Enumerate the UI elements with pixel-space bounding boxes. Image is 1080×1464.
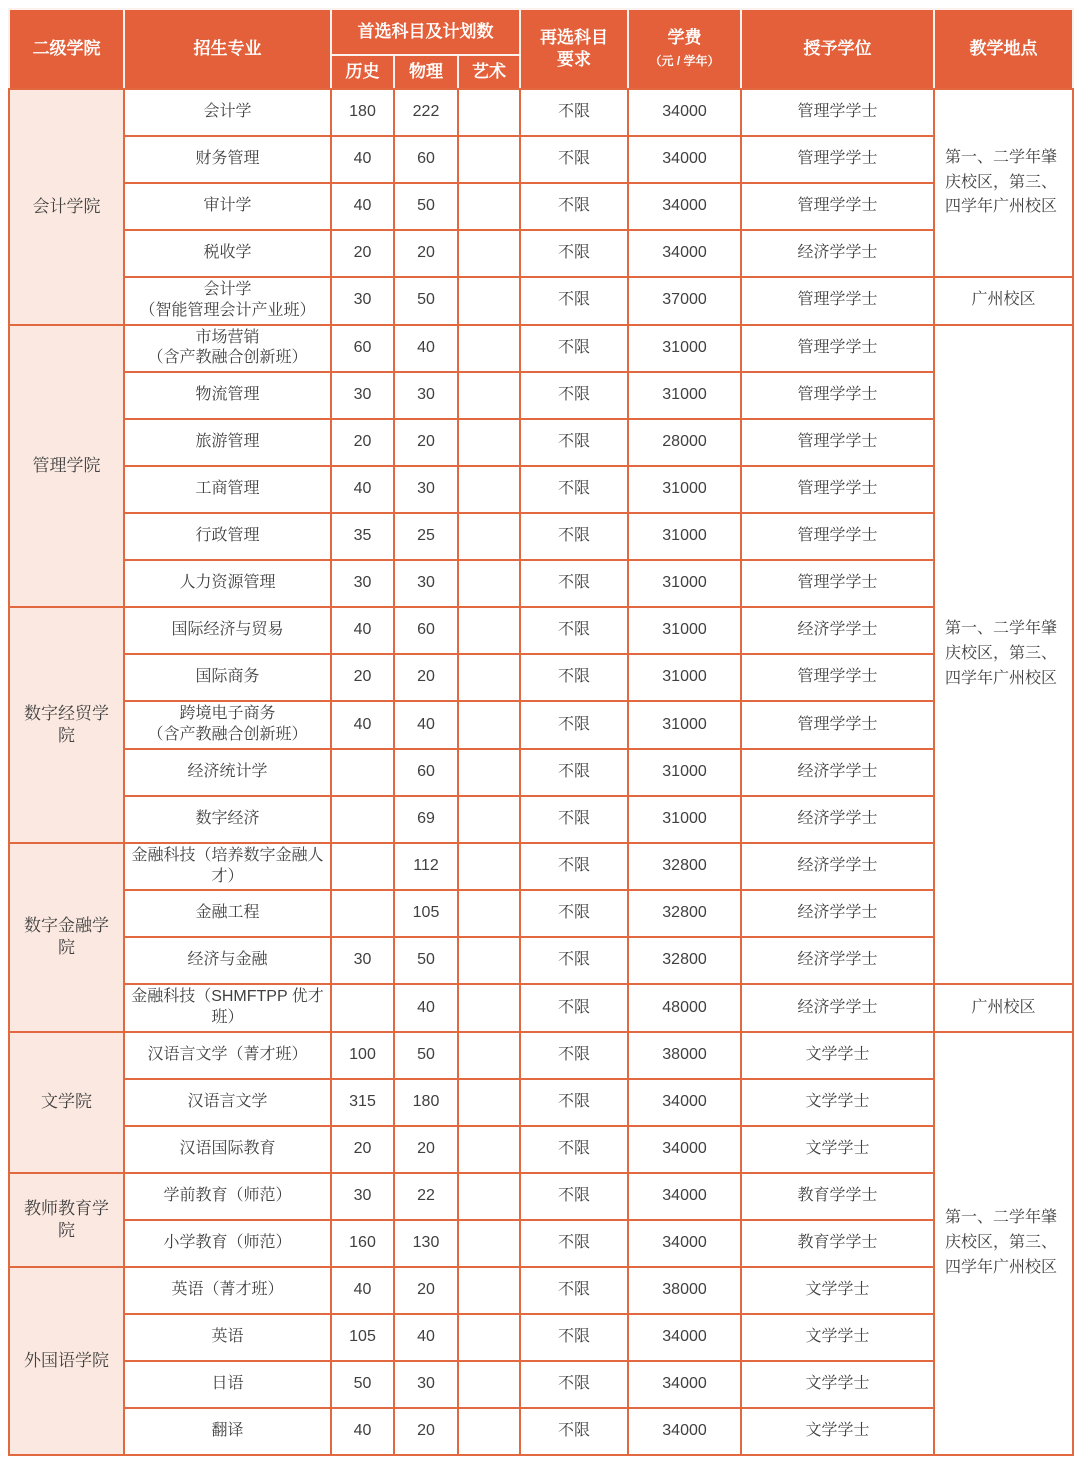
history-count-cell: 35	[331, 513, 394, 560]
reselect-cell: 不限	[520, 372, 628, 419]
header-tuition-unit: （元 / 学年）	[649, 54, 720, 68]
location-cell: 第一、二学年肇庆校区，第三、四学年广州校区	[934, 89, 1073, 277]
tuition-cell: 38000	[628, 1267, 741, 1314]
college-cell: 管理学院	[9, 325, 124, 608]
reselect-cell: 不限	[520, 325, 628, 373]
physics-count-cell: 60	[394, 136, 458, 183]
arts-count-cell	[458, 607, 520, 654]
tuition-cell: 34000	[628, 1361, 741, 1408]
physics-count-cell: 180	[394, 1079, 458, 1126]
physics-count-cell: 60	[394, 749, 458, 796]
degree-cell: 管理学学士	[741, 277, 934, 325]
history-count-cell: 20	[331, 419, 394, 466]
history-count-cell: 20	[331, 654, 394, 701]
table-row	[9, 466, 1073, 513]
reselect-cell: 不限	[520, 654, 628, 701]
arts-count-cell	[458, 89, 520, 136]
arts-count-cell	[458, 183, 520, 230]
college-cell: 数字经贸学院	[9, 607, 124, 843]
arts-count-cell	[458, 1173, 520, 1220]
arts-count-cell	[458, 513, 520, 560]
major-cell: 汉语言文学（菁才班）	[124, 1032, 331, 1079]
reselect-cell: 不限	[520, 560, 628, 607]
physics-count-cell: 40	[394, 325, 458, 373]
major-cell: 金融科技（SHMFTPP 优才班）	[124, 984, 331, 1032]
major-cell: 日语	[124, 1361, 331, 1408]
reselect-cell: 不限	[520, 419, 628, 466]
major-cell: 行政管理	[124, 513, 331, 560]
physics-count-cell: 20	[394, 419, 458, 466]
degree-cell: 经济学学士	[741, 890, 934, 937]
reselect-cell: 不限	[520, 1361, 628, 1408]
table-row	[9, 1220, 1073, 1267]
reselect-cell: 不限	[520, 513, 628, 560]
history-count-cell: 60	[331, 325, 394, 373]
degree-cell: 文学学士	[741, 1079, 934, 1126]
reselect-cell: 不限	[520, 796, 628, 843]
major-line1: 市场营销	[195, 328, 260, 346]
degree-cell: 文学学士	[741, 1126, 934, 1173]
degree-cell: 经济学学士	[741, 230, 934, 277]
table-row	[9, 749, 1073, 796]
major-cell: 会计学	[124, 89, 331, 136]
degree-cell: 文学学士	[741, 1314, 934, 1361]
history-count-cell: 20	[331, 230, 394, 277]
tuition-cell: 34000	[628, 1314, 741, 1361]
degree-cell: 管理学学士	[741, 372, 934, 419]
reselect-cell: 不限	[520, 1314, 628, 1361]
table-row	[9, 890, 1073, 937]
degree-cell: 管理学学士	[741, 513, 934, 560]
major-cell: 英语（菁才班）	[124, 1267, 331, 1314]
history-count-cell: 40	[331, 1408, 394, 1455]
arts-count-cell	[458, 1032, 520, 1079]
physics-count-cell: 30	[394, 1361, 458, 1408]
degree-cell: 管理学学士	[741, 89, 934, 136]
history-count-cell: 160	[331, 1220, 394, 1267]
physics-count-cell: 20	[394, 654, 458, 701]
header-tuition	[628, 9, 741, 89]
table-body	[9, 89, 1073, 1455]
table-row	[9, 277, 1073, 325]
physics-count-cell: 20	[394, 230, 458, 277]
location-cell: 第一、二学年肇庆校区，第三、四学年广州校区	[934, 325, 1073, 985]
tuition-cell: 34000	[628, 1126, 741, 1173]
physics-count-cell: 112	[394, 843, 458, 891]
reselect-cell: 不限	[520, 1079, 628, 1126]
table-row	[9, 1314, 1073, 1361]
history-count-cell: 30	[331, 937, 394, 984]
reselect-cell: 不限	[520, 890, 628, 937]
history-count-cell: 40	[331, 1267, 394, 1314]
major-cell: 工商管理	[124, 466, 331, 513]
reselect-cell: 不限	[520, 1173, 628, 1220]
table-row	[9, 1408, 1073, 1455]
degree-cell: 管理学学士	[741, 560, 934, 607]
reselect-cell: 不限	[520, 1032, 628, 1079]
history-count-cell: 40	[331, 136, 394, 183]
degree-cell: 经济学学士	[741, 843, 934, 891]
history-count-cell: 105	[331, 1314, 394, 1361]
header-arts: 艺术	[458, 55, 520, 89]
arts-count-cell	[458, 136, 520, 183]
header-degree: 授予学位	[741, 9, 934, 89]
arts-count-cell	[458, 654, 520, 701]
tuition-cell: 34000	[628, 1220, 741, 1267]
major-cell: 汉语言文学	[124, 1079, 331, 1126]
reselect-cell: 不限	[520, 183, 628, 230]
tuition-cell: 34000	[628, 136, 741, 183]
major-cell	[124, 325, 331, 373]
major-cell: 英语	[124, 1314, 331, 1361]
location-cell: 第一、二学年肇庆校区，第三、四学年广州校区	[934, 1032, 1073, 1455]
major-cell: 金融科技（培养数字金融人才）	[124, 843, 331, 891]
tuition-cell: 37000	[628, 277, 741, 325]
history-count-cell: 40	[331, 701, 394, 749]
major-cell: 物流管理	[124, 372, 331, 419]
degree-cell: 文学学士	[741, 1361, 934, 1408]
reselect-cell: 不限	[520, 937, 628, 984]
history-count-cell	[331, 796, 394, 843]
major-cell: 金融工程	[124, 890, 331, 937]
tuition-cell: 34000	[628, 1079, 741, 1126]
location-cell: 广州校区	[934, 277, 1073, 325]
reselect-cell: 不限	[520, 277, 628, 325]
history-count-cell: 100	[331, 1032, 394, 1079]
major-cell: 经济与金融	[124, 937, 331, 984]
major-cell: 人力资源管理	[124, 560, 331, 607]
arts-count-cell	[458, 1267, 520, 1314]
degree-cell: 教育学学士	[741, 1173, 934, 1220]
history-count-cell: 40	[331, 607, 394, 654]
header-reselect-line1: 再选科目	[540, 27, 609, 47]
reselect-cell: 不限	[520, 466, 628, 513]
table-row	[9, 1361, 1073, 1408]
header-row-1	[9, 9, 1073, 55]
tuition-cell: 34000	[628, 183, 741, 230]
degree-cell: 管理学学士	[741, 419, 934, 466]
physics-count-cell: 105	[394, 890, 458, 937]
degree-cell: 管理学学士	[741, 183, 934, 230]
arts-count-cell	[458, 1079, 520, 1126]
table-row	[9, 1126, 1073, 1173]
tuition-cell: 31000	[628, 654, 741, 701]
header-reselect	[520, 9, 628, 89]
major-line1: 会计学	[203, 281, 252, 298]
major-cell: 财务管理	[124, 136, 331, 183]
degree-cell: 经济学学士	[741, 796, 934, 843]
major-cell: 汉语国际教育	[124, 1126, 331, 1173]
table-row	[9, 796, 1073, 843]
physics-count-cell: 40	[394, 701, 458, 749]
tuition-cell: 34000	[628, 1173, 741, 1220]
major-cell	[124, 701, 331, 749]
major-line2: （含产教融合创新班）	[147, 725, 308, 743]
major-cell: 经济统计学	[124, 749, 331, 796]
physics-count-cell: 50	[394, 937, 458, 984]
arts-count-cell	[458, 890, 520, 937]
arts-count-cell	[458, 419, 520, 466]
location-cell: 广州校区	[934, 984, 1073, 1032]
arts-count-cell	[458, 230, 520, 277]
page	[8, 0, 1072, 1464]
header-tuition-title: 学费	[667, 27, 702, 47]
history-count-cell	[331, 984, 394, 1032]
physics-count-cell: 60	[394, 607, 458, 654]
reselect-cell: 不限	[520, 984, 628, 1032]
table-row	[9, 1079, 1073, 1126]
history-count-cell: 30	[331, 372, 394, 419]
arts-count-cell	[458, 325, 520, 373]
college-cell: 文学院	[9, 1032, 124, 1173]
table-row	[9, 937, 1073, 984]
reselect-cell: 不限	[520, 136, 628, 183]
history-count-cell: 30	[331, 277, 394, 325]
history-count-cell: 30	[331, 1173, 394, 1220]
tuition-cell: 31000	[628, 513, 741, 560]
major-cell: 国际商务	[124, 654, 331, 701]
college-cell: 外国语学院	[9, 1267, 124, 1455]
history-count-cell: 30	[331, 560, 394, 607]
arts-count-cell	[458, 1126, 520, 1173]
degree-cell: 管理学学士	[741, 136, 934, 183]
table-row	[9, 372, 1073, 419]
tuition-cell: 32800	[628, 937, 741, 984]
history-count-cell	[331, 749, 394, 796]
reselect-cell: 不限	[520, 1267, 628, 1314]
table-row	[9, 607, 1073, 654]
physics-count-cell: 30	[394, 560, 458, 607]
major-cell: 数字经济	[124, 796, 331, 843]
college-cell: 会计学院	[9, 89, 124, 325]
physics-count-cell: 25	[394, 513, 458, 560]
arts-count-cell	[458, 701, 520, 749]
reselect-cell: 不限	[520, 843, 628, 891]
reselect-cell: 不限	[520, 230, 628, 277]
reselect-cell: 不限	[520, 89, 628, 136]
history-count-cell: 40	[331, 466, 394, 513]
degree-cell: 文学学士	[741, 1032, 934, 1079]
major-cell: 旅游管理	[124, 419, 331, 466]
physics-count-cell: 40	[394, 1314, 458, 1361]
degree-cell: 经济学学士	[741, 937, 934, 984]
table-row	[9, 701, 1073, 749]
physics-count-cell: 30	[394, 372, 458, 419]
college-cell: 教师教育学院	[9, 1173, 124, 1267]
degree-cell: 文学学士	[741, 1267, 934, 1314]
tuition-cell: 32800	[628, 890, 741, 937]
reselect-cell: 不限	[520, 1408, 628, 1455]
table-row	[9, 325, 1073, 373]
degree-cell: 教育学学士	[741, 1220, 934, 1267]
tuition-cell: 31000	[628, 325, 741, 373]
table-row	[9, 183, 1073, 230]
physics-count-cell: 20	[394, 1267, 458, 1314]
major-cell: 审计学	[124, 183, 331, 230]
arts-count-cell	[458, 277, 520, 325]
arts-count-cell	[458, 937, 520, 984]
major-cell: 学前教育（师范）	[124, 1173, 331, 1220]
tuition-cell: 34000	[628, 89, 741, 136]
tuition-cell: 28000	[628, 419, 741, 466]
tuition-cell: 32800	[628, 843, 741, 891]
tuition-cell: 31000	[628, 560, 741, 607]
header-college: 二级学院	[9, 9, 124, 89]
table-row	[9, 89, 1073, 136]
major-cell: 翻译	[124, 1408, 331, 1455]
tuition-cell: 31000	[628, 372, 741, 419]
table-row	[9, 843, 1073, 891]
reselect-cell: 不限	[520, 1126, 628, 1173]
table-row	[9, 1173, 1073, 1220]
major-cell: 税收学	[124, 230, 331, 277]
table-row	[9, 230, 1073, 277]
reselect-cell: 不限	[520, 1220, 628, 1267]
table-row	[9, 419, 1073, 466]
degree-cell: 管理学学士	[741, 466, 934, 513]
table-row	[9, 654, 1073, 701]
header-physics: 物理	[394, 55, 458, 89]
physics-count-cell: 30	[394, 466, 458, 513]
physics-count-cell: 20	[394, 1408, 458, 1455]
tuition-cell: 31000	[628, 466, 741, 513]
header-location: 教学地点	[934, 9, 1073, 89]
arts-count-cell	[458, 560, 520, 607]
history-count-cell: 180	[331, 89, 394, 136]
major-cell: 国际经济与贸易	[124, 607, 331, 654]
tuition-cell: 34000	[628, 1408, 741, 1455]
table-row	[9, 1267, 1073, 1314]
major-line2: （智能管理会计产业班）	[139, 301, 316, 319]
table-row	[9, 984, 1073, 1032]
arts-count-cell	[458, 843, 520, 891]
tuition-cell: 38000	[628, 1032, 741, 1079]
history-count-cell	[331, 890, 394, 937]
reselect-cell: 不限	[520, 607, 628, 654]
degree-cell: 管理学学士	[741, 701, 934, 749]
header-major: 招生专业	[124, 9, 331, 89]
physics-count-cell: 222	[394, 89, 458, 136]
physics-count-cell: 69	[394, 796, 458, 843]
table-row	[9, 136, 1073, 183]
table-row	[9, 1032, 1073, 1079]
reselect-cell: 不限	[520, 749, 628, 796]
arts-count-cell	[458, 1408, 520, 1455]
arts-count-cell	[458, 984, 520, 1032]
history-count-cell: 315	[331, 1079, 394, 1126]
table-row	[9, 513, 1073, 560]
history-count-cell: 50	[331, 1361, 394, 1408]
arts-count-cell	[458, 1314, 520, 1361]
tuition-cell: 31000	[628, 701, 741, 749]
degree-cell: 经济学学士	[741, 984, 934, 1032]
physics-count-cell: 20	[394, 1126, 458, 1173]
admissions-table	[8, 8, 1074, 1456]
degree-cell: 经济学学士	[741, 607, 934, 654]
tuition-cell: 31000	[628, 796, 741, 843]
physics-count-cell: 50	[394, 277, 458, 325]
arts-count-cell	[458, 749, 520, 796]
header-subjects-group: 首选科目及计划数	[331, 9, 520, 55]
tuition-cell: 31000	[628, 749, 741, 796]
arts-count-cell	[458, 1220, 520, 1267]
tuition-cell: 34000	[628, 230, 741, 277]
table-row	[9, 560, 1073, 607]
tuition-cell: 48000	[628, 984, 741, 1032]
major-line1: 跨境电子商务	[179, 705, 276, 723]
degree-cell: 经济学学士	[741, 749, 934, 796]
history-count-cell: 40	[331, 183, 394, 230]
arts-count-cell	[458, 796, 520, 843]
header-reselect-line2: 要求	[557, 50, 592, 69]
major-cell	[124, 277, 331, 325]
degree-cell: 管理学学士	[741, 654, 934, 701]
reselect-cell: 不限	[520, 701, 628, 749]
physics-count-cell: 50	[394, 1032, 458, 1079]
physics-count-cell: 50	[394, 183, 458, 230]
degree-cell: 文学学士	[741, 1408, 934, 1455]
arts-count-cell	[458, 466, 520, 513]
physics-count-cell: 40	[394, 984, 458, 1032]
physics-count-cell: 22	[394, 1173, 458, 1220]
college-cell: 数字金融学院	[9, 843, 124, 1032]
header-history: 历史	[331, 55, 394, 89]
table-header	[9, 9, 1073, 89]
degree-cell: 管理学学士	[741, 325, 934, 373]
arts-count-cell	[458, 372, 520, 419]
arts-count-cell	[458, 1361, 520, 1408]
history-count-cell: 20	[331, 1126, 394, 1173]
history-count-cell	[331, 843, 394, 891]
major-cell: 小学教育（师范）	[124, 1220, 331, 1267]
major-line2: （含产教融合创新班）	[147, 349, 308, 367]
physics-count-cell: 130	[394, 1220, 458, 1267]
tuition-cell: 31000	[628, 607, 741, 654]
